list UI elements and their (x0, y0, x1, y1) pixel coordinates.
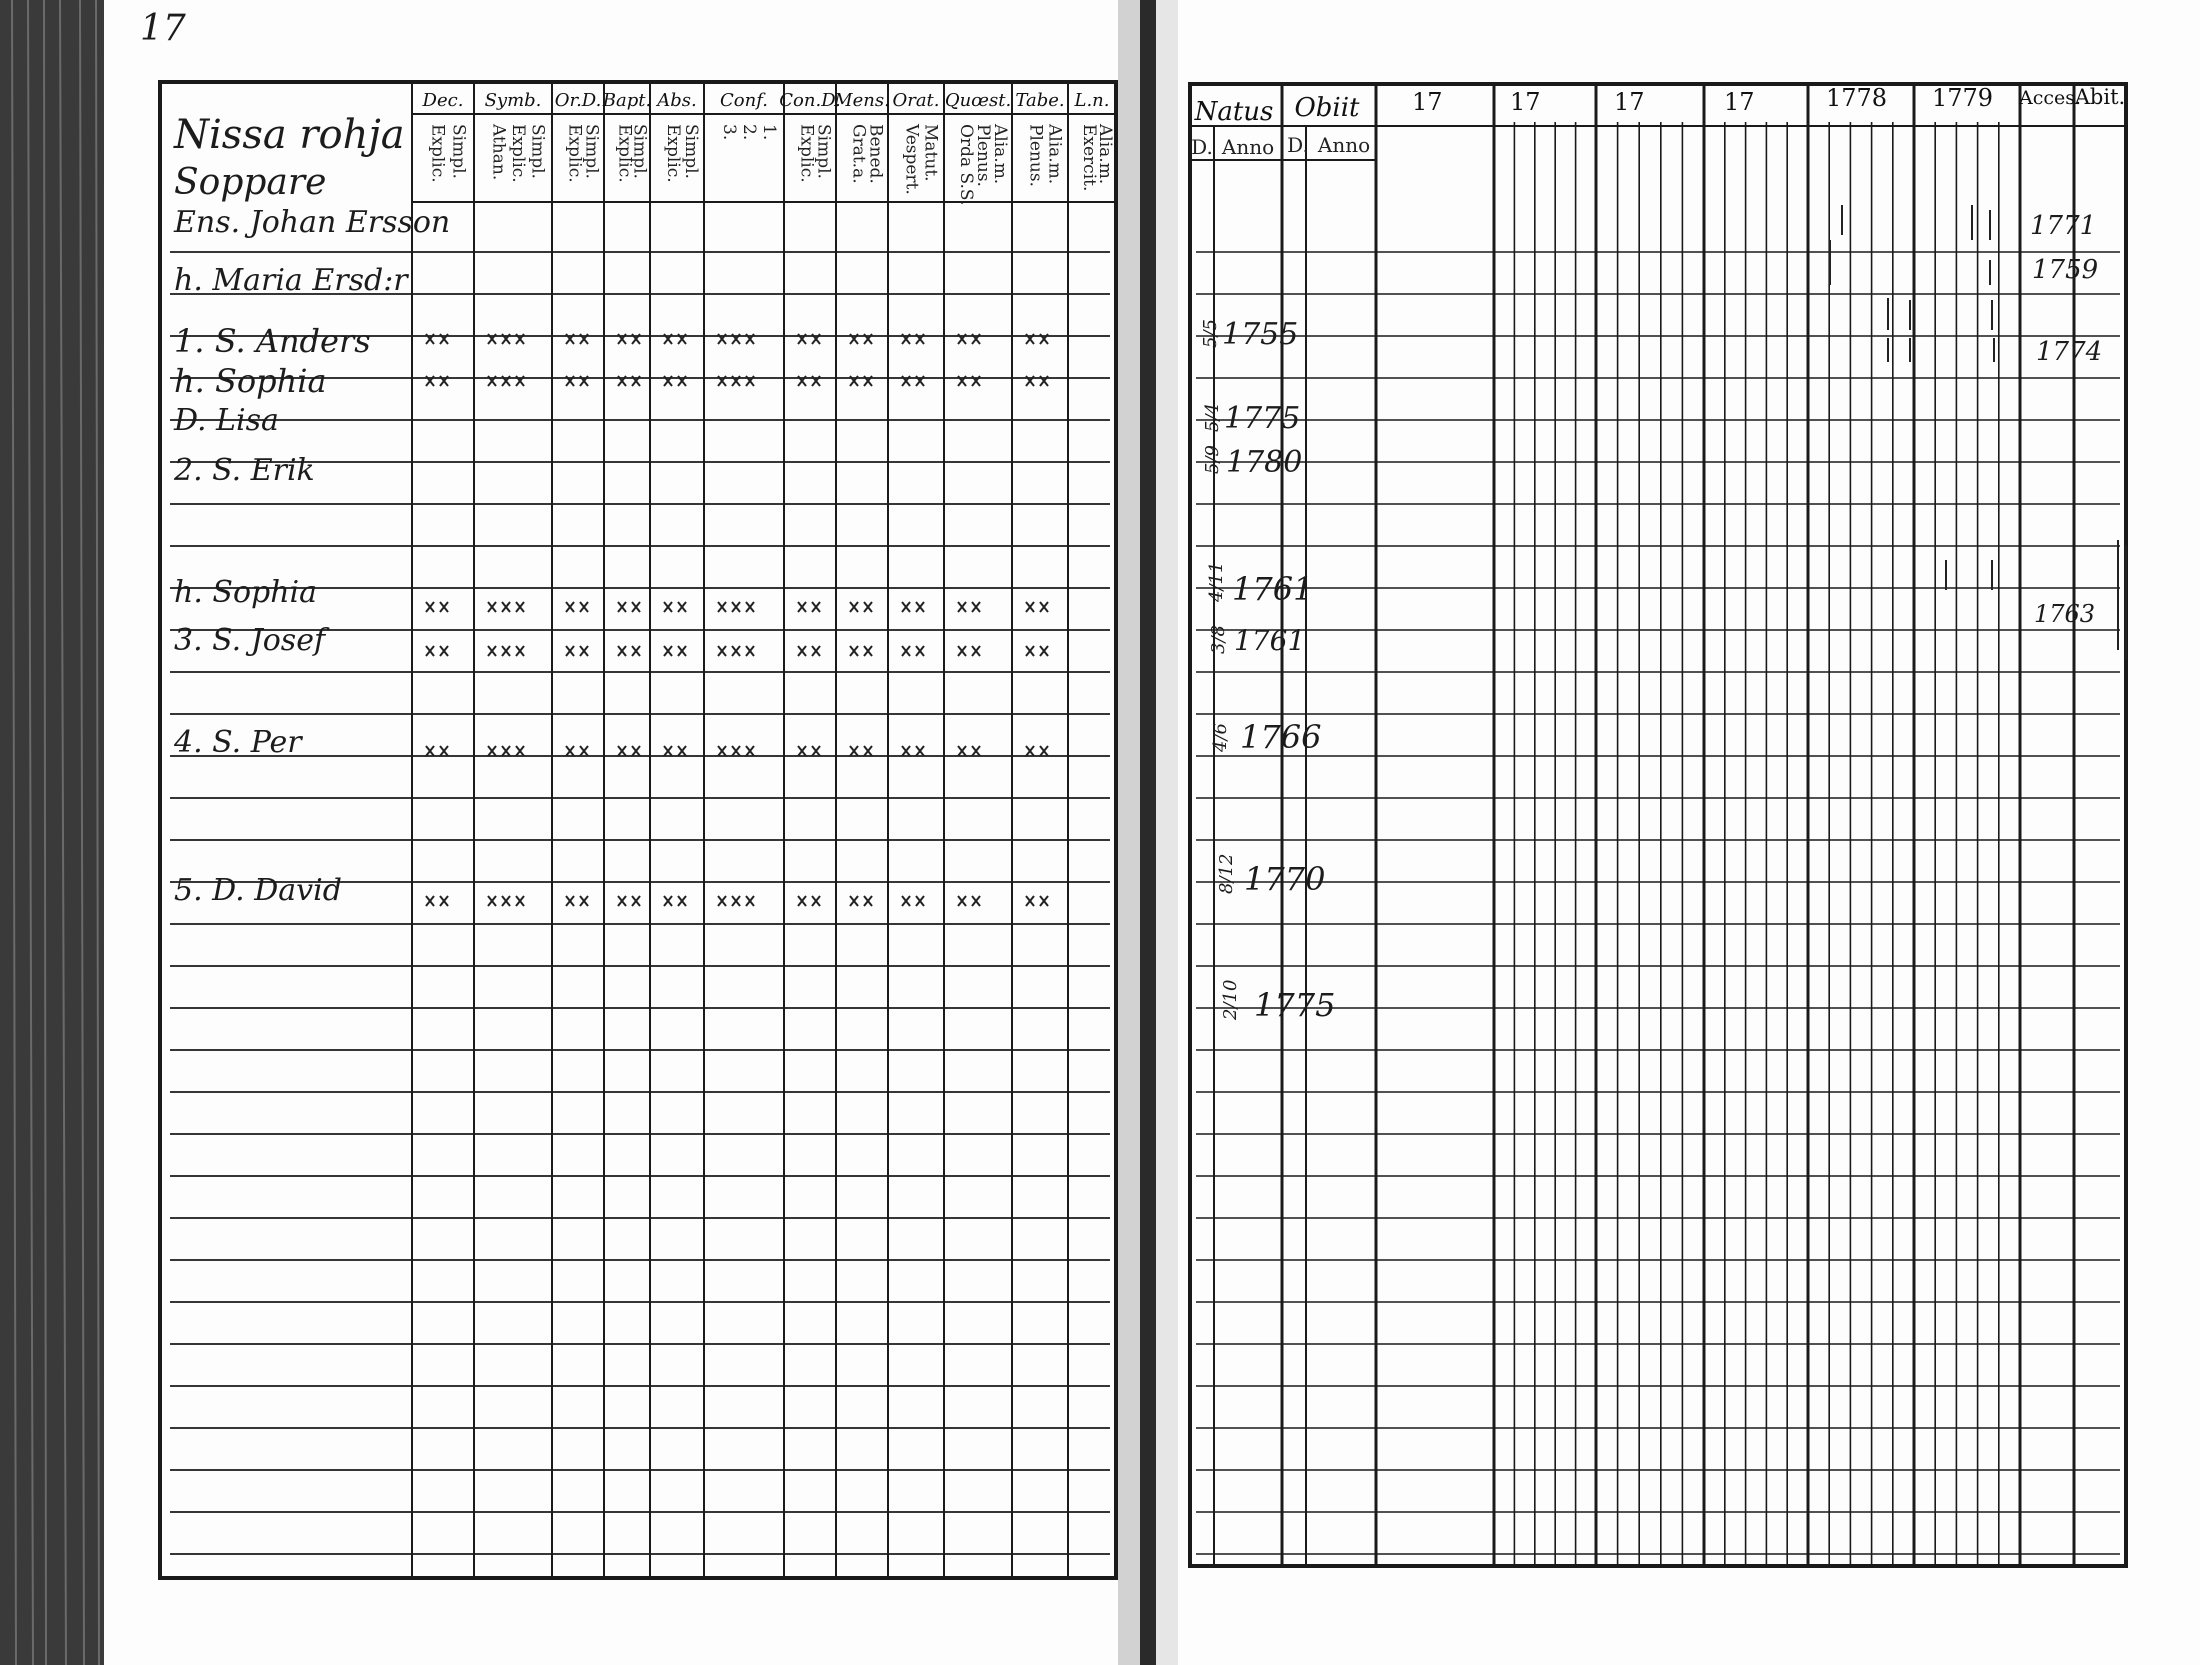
register-entry: h. Sophia (174, 362, 327, 400)
column-header: Quœst. (944, 90, 1012, 111)
birth-day: 5/5 (1200, 319, 1221, 348)
birth-day: 5/4 (1202, 403, 1223, 432)
column-subheader: Simpl. (448, 124, 469, 179)
birth-day: 4/6 (1210, 723, 1231, 752)
column-subheader: Grat.a. (848, 124, 869, 184)
abiit-header: Abit. (2074, 85, 2126, 109)
arrival-year: 1771 (2030, 211, 2097, 241)
right-page (1156, 0, 2200, 1665)
obiit-header: Obiit (1294, 93, 1360, 123)
birth-day: 8/12 (1216, 853, 1237, 894)
year-header-3: 17 (1614, 88, 1645, 116)
column-subheader: Alia.m. (990, 124, 1010, 185)
column-subheader: 2. (739, 124, 759, 141)
column-subheader: Simpl. (813, 124, 834, 179)
birth-day: 3/8 (1208, 625, 1229, 654)
column-header: Mens. (834, 90, 890, 111)
column-subheader: 1. (759, 124, 779, 141)
year-header-2: 17 (1510, 88, 1541, 116)
natus-d-label: D. (1191, 135, 1213, 159)
arrival-year: 1759 (2032, 255, 2099, 285)
birth-day: 4/11 (1206, 561, 1227, 602)
column-header: Orat. (892, 90, 940, 111)
register-entry: 1. S. Anders (174, 322, 371, 360)
register-entry: 2. S. Erik (174, 453, 315, 488)
birth-day: 2/10 (1220, 979, 1241, 1020)
column-header: Symb. (484, 90, 542, 111)
year-header-6: 1779 (1932, 84, 1994, 112)
column-header: Abs. (657, 90, 697, 111)
column-subheader: Alia.m. (1095, 124, 1115, 185)
column-subheader: Simpl. (681, 124, 701, 179)
arrival-year: 1763 (2034, 600, 2096, 628)
column-subheader: Explic. (663, 124, 683, 183)
register-entry: h. Maria Ersd:r (174, 263, 408, 298)
column-subheader: Simpl. (629, 124, 650, 179)
birth-year: 1761 (1232, 570, 1314, 608)
obiit-anno-label: Anno (1317, 133, 1371, 157)
column-subheader: Explic. (508, 124, 528, 183)
birth-year: 1766 (1240, 718, 1322, 756)
column-subheader: 3. (719, 124, 739, 141)
register-entry: Nissa rohja (174, 112, 405, 158)
column-header: Bapt. (602, 90, 652, 111)
column-header: Conf. (720, 90, 768, 111)
column-subheader: Matut. (920, 124, 941, 182)
column-subheader: Explic. (564, 124, 585, 183)
column-subheader: Explic. (796, 124, 817, 183)
register-entry: Ens. Johan Ersson (174, 205, 451, 240)
column-subheader: Bened. (865, 124, 886, 184)
natus-anno-label: Anno (1221, 135, 1275, 159)
register-entry: 5. D. David (174, 873, 342, 908)
column-subheader: Athan. (488, 124, 509, 181)
register-entry: 3. S. Josef (174, 623, 326, 658)
birth-day: 5/9 (1202, 445, 1223, 474)
register-entry: h. Sophia (174, 575, 318, 610)
column-subheader: Plenus. (1025, 124, 1046, 187)
birth-year: 1775 (1254, 986, 1336, 1024)
register-entry: D. Lisa (174, 403, 279, 438)
register-entry: 4. S. Per (174, 725, 302, 760)
column-subheader: Exercit. (1079, 124, 1099, 192)
obiit-d-label: D. (1287, 133, 1309, 157)
year-header-4: 17 (1724, 88, 1755, 116)
birth-year: 1755 (1222, 317, 1299, 352)
column-subheader: Explic. (614, 124, 635, 183)
natus-header: Natus (1194, 97, 1274, 127)
column-subheader: Orda S.S. (956, 124, 976, 206)
column-subheader: Explic. (427, 124, 448, 183)
column-header: Or.D. (554, 90, 602, 111)
column-header: L.n. (1074, 90, 1110, 111)
birth-year: 1770 (1244, 860, 1326, 898)
column-subheader: Simpl. (581, 124, 602, 179)
column-subheader: Simpl. (527, 124, 548, 179)
left-page (104, 0, 1146, 1665)
column-header: Con.D. (779, 90, 841, 111)
arrival-year: 1774 (2036, 337, 2103, 367)
birth-year: 1775 (1224, 401, 1301, 436)
year-header-1: 17 (1412, 88, 1443, 116)
register-entry: Soppare (174, 162, 327, 203)
column-header: Dec. (422, 90, 464, 111)
column-subheader: Plenus. (973, 124, 993, 187)
birth-year: 1761 (1234, 624, 1306, 657)
page-number: 17 (140, 8, 186, 49)
column-subheader: Vespert. (901, 124, 922, 195)
column-header: Tabe. (1015, 90, 1065, 111)
accessit-header: Acces. (2018, 87, 2082, 109)
column-subheader: Alia.m. (1044, 124, 1065, 185)
year-header-5: 1778 (1826, 84, 1888, 112)
birth-year: 1780 (1226, 445, 1303, 480)
